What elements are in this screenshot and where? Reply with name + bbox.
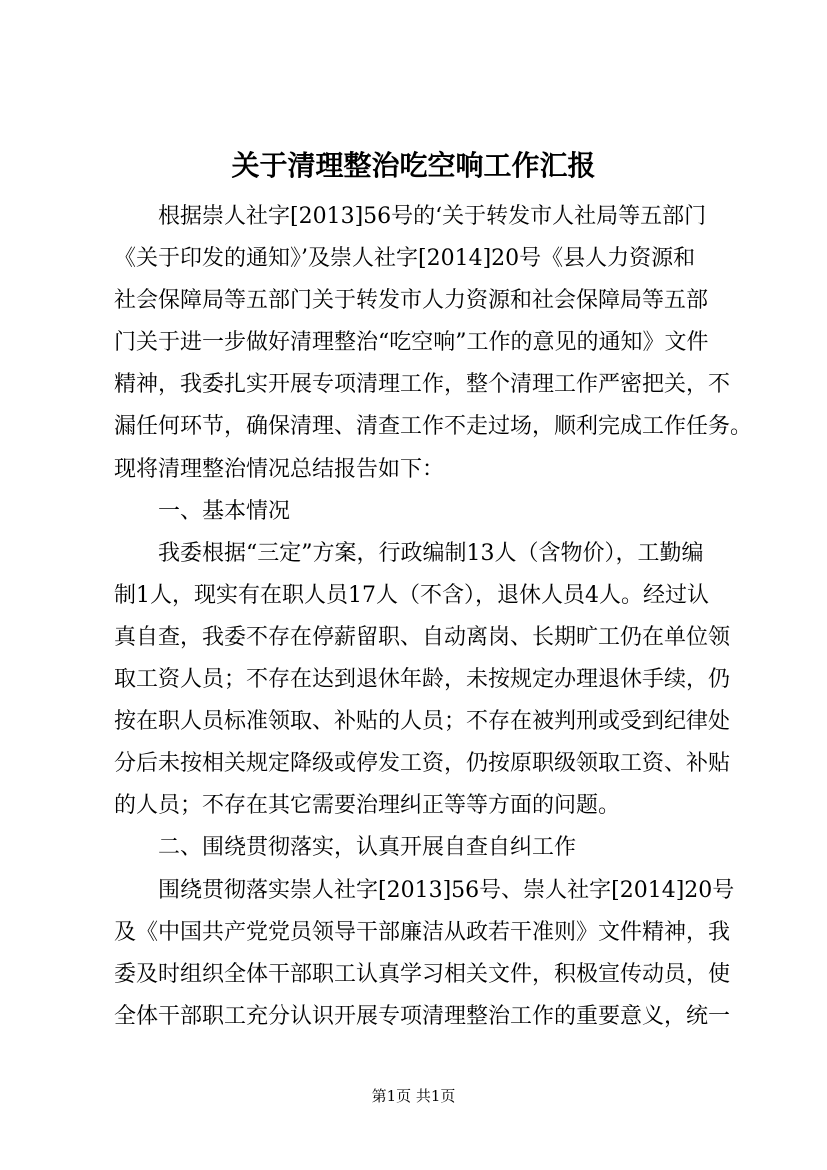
- body-line: 取工资人员；不存在达到退休年龄，未按规定办理退休手续，仍: [114, 667, 731, 693]
- body-line: 《关于印发的通知》’及崇人社字[2014]20号《县人力资源和: [114, 246, 696, 272]
- body-line: 漏任何环节，确保清理、清查工作不走过场，顺利完成工作任务。: [114, 414, 753, 440]
- body-line: 现将清理整治情况总结报告如下：: [114, 456, 445, 482]
- body-line: 制1人，现实有在职人员17人（不含），退休人员4人。经过认: [114, 582, 709, 608]
- body-line: 委及时组织全体干部职工认真学习相关文件，积极宣传动员，使: [114, 961, 731, 987]
- body-line: 门关于进一步做好清理整治“吃空响”工作的意见的通知》文件: [114, 330, 709, 356]
- section-heading: 一、基本情况: [114, 498, 291, 524]
- page-footer: 第1页 共1页: [371, 1087, 456, 1105]
- body-line: 分后未按相关规定降级或停发工资，仍按原职级领取工资、补贴: [114, 751, 731, 777]
- document-title: 关于清理整治吃空响工作汇报: [231, 149, 596, 182]
- body-line: 按在职人员标准领取、补贴的人员；不存在被判刑或受到纪律处: [114, 709, 731, 735]
- body-line: 全体干部职工充分认识开展专项清理整治工作的重要意义，统一: [114, 1003, 731, 1029]
- body-line: 我委根据“三定”方案，行政编制13人（含物价），工勤编: [114, 540, 704, 566]
- body-line: 及《中国共产党党员领导干部廉洁从政若干准则》文件精神，我: [114, 919, 731, 945]
- body-line: 围绕贯彻落实崇人社字[2013]56号、崇人社字[2014]20号: [114, 877, 735, 903]
- body-line: 社会保障局等五部门关于转发市人力资源和社会保障局等五部: [114, 288, 709, 314]
- body-line: 的人员；不存在其它需要治理纠正等等方面的问题。: [114, 793, 621, 819]
- body-line: 真自查，我委不存在停薪留职、自动离岗、长期旷工仍在单位领: [114, 624, 731, 650]
- body-line: 精神，我委扎实开展专项清理工作，整个清理工作严密把关，不: [114, 372, 731, 398]
- section-heading: 二、围绕贯彻落实，认真开展自查自纠工作: [114, 835, 577, 861]
- body-line: 根据崇人社字[2013]56号的‘关于转发市人社局等五部门: [114, 204, 707, 229]
- document-body: [114, 196, 753, 1038]
